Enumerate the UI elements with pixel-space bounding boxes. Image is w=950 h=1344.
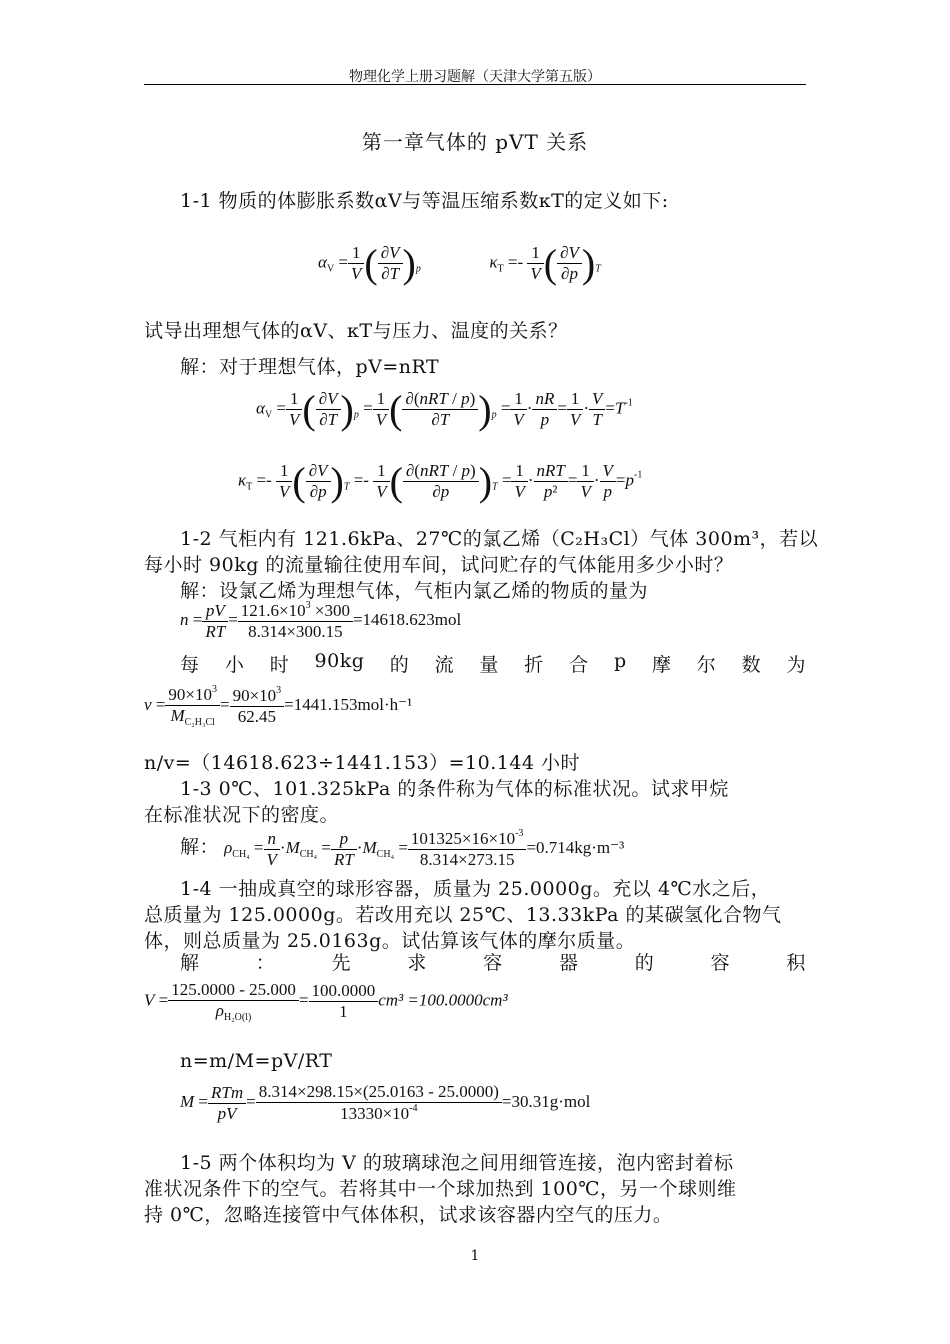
problem-1-4-line-2: 总质量为 125.0000g。若改用充以 25℃、13.33kPa 的某碳氢化合物气 xyxy=(144,904,782,926)
spaced-char: 量 xyxy=(479,654,499,676)
problem-1-1-solution-intro: 解：对于理想气体，pV=nRT xyxy=(180,356,440,378)
problem-1-5-line-2: 准状况条件下的空气。若将其中一个球加热到 100℃，另一个球则维 xyxy=(144,1178,737,1200)
problem-1-4-line-3: 体，则总质量为 25.0163g。试估算该气体的摩尔质量。 xyxy=(144,930,636,952)
problem-1-5-line-3: 持 0℃，忽略连接管中气体体积，试求该容器内空气的压力。 xyxy=(144,1204,673,1226)
spaced-char: 为 xyxy=(786,654,806,676)
problem-1-1-ask: 试导出理想气体的αV、κT与压力、温度的关系？ xyxy=(144,320,568,342)
moles-equation: n = $\frac{pV}{RT}$ = $\frac{121.6\times 10^3 \times 300}{8.314\times 300.15}$ =14618.623mol xyxy=(180,600,462,641)
molar-mass-equation: M = $\frac{\text{RTm}}{pV}$ = $\frac{8.314\times 298.15\times(25.0163 - 25.0000)}{13330\times 10^{-4}}$ =30.31g·mol xyxy=(180,1082,591,1123)
alpha-derivation: $\alpha_V$ = $\frac{1}{V}$ ( $\frac{\partial V}{\partial T}$ )$_p$ = $\frac{1}{V}$ ( $\frac{\text{∂(nRT / p)}}{\partial T}$ )$_p$ = $\frac{1}{V}$ · $\frac{nR}{p}$ = $\frac{1}{V}$ · $\frac{V}{T}$ $=T^{-1}$ xyxy=(256,387,633,432)
molar-mass-result: =30.31g·mol xyxy=(501,1091,591,1111)
problem-1-3-solution-label: 解： xyxy=(180,835,220,858)
flow-rate-equation: v = $\frac{90\times 10^3}{M_{C_2H_3Cl}}$ = $\frac{90\times 10^3}{62.45}$ =1441.153mol·h⁻¹ xyxy=(144,684,413,728)
problem-1-2-line-2: 每小时 90kg 的流量输往使用车间，试问贮存的气体能用多少小时？ xyxy=(144,554,734,576)
problem-1-3-line-2: 在标准状况下的密度。 xyxy=(144,804,340,826)
spaced-char: 数 xyxy=(741,654,762,676)
spaced-char: 每 xyxy=(180,654,200,676)
problem-1-4-line-1: 1-4 一抽成真空的球形容器，质量为 25.0000g。充以 4℃水之后， xyxy=(180,878,771,900)
page-number: 1 xyxy=(470,1248,480,1264)
spaced-char: 解 xyxy=(180,952,200,974)
spaced-char: 90kg xyxy=(314,650,365,672)
spaced-char: 小 xyxy=(224,654,245,676)
problem-1-1-question: 1-1 物质的体膨胀系数αV与等温压缩系数κT的定义如下: xyxy=(180,190,669,212)
running-header: 物理化学上册习题解（天津大学第五版） xyxy=(349,69,601,85)
kappa-derivation: $\kappa_T$ =- $\frac{1}{V}$ ( $\frac{\partial V}{\partial p}$ )$_T$ =- $\frac{1}{V}$ ( $\frac{\text{∂(nRT / p)}}{\partial p}$ )$_T$ = $\frac{1}{V}$ · $\frac{\text{nRT}}{\text{p²}}$ = $\frac{1}{V}$ · $\frac{V}{p}$ $=p^{-1}$ xyxy=(238,459,643,504)
volume-result: cm³ =100.0000cm³ xyxy=(378,990,508,1010)
problem-1-2-result: n/v=（14618.623÷1441.153）=10.144 小时 xyxy=(144,752,581,774)
header-rule xyxy=(144,84,806,85)
volume-equation: V = $\frac{125.0000 - 25.000}{\rho_{H_2O(l)}}$ = $\frac{100.0000}{1}$ cm³ =100.0000cm³ xyxy=(144,980,508,1023)
problem-1-4-spaced-line xyxy=(180,948,806,975)
moles-result: =14618.623mol xyxy=(352,609,462,629)
spaced-char: 求 xyxy=(407,952,427,974)
problem-1-2-spaced-line xyxy=(180,650,806,677)
problem-1-2-line-1: 1-2 气柜内有 121.6kPa、27℃的氯乙烯（C₂H₃Cl）气体 300m³，若以 xyxy=(180,528,819,550)
spaced-char: 折 xyxy=(524,654,544,676)
spaced-char: 器 xyxy=(558,952,579,974)
problem-1-2-solution-intro: 解：设氯乙烯为理想气体，气柜内氯乙烯的物质的量为 xyxy=(180,580,649,602)
density-result: =0.714kg·m⁻³ xyxy=(526,837,625,857)
problem-1-5-line-1: 1-5 两个体积均为 V 的玻璃球泡之间用细管连接，泡内密封着标 xyxy=(180,1152,734,1174)
spaced-char: 的 xyxy=(389,654,410,676)
spaced-char: 容 xyxy=(710,952,731,974)
spaced-char: 先 xyxy=(331,952,352,974)
chapter-title: 第一章气体的 pVT 关系 xyxy=(361,130,589,154)
spaced-char: 合 xyxy=(569,654,589,676)
density-equation: 解： $\rho_{CH_4}$ = $\frac{n}{V}$ $\cdot M_{CH_4}$ = $\frac{p}{RT}$ $\cdot M_{CH_4}$ = $\frac{101325\times 16\times 10^{-3}}{8.314\times 273.15}$ =0.714kg·m⁻³ xyxy=(180,828,625,869)
spaced-char: 尔 xyxy=(696,654,717,676)
problem-1-3-line-1: 1-3 0℃、101.325kPa 的条件称为气体的标准状况。试求甲烷 xyxy=(180,778,729,800)
spaced-char: p xyxy=(613,650,627,672)
spaced-char: 摩 xyxy=(651,654,672,676)
spaced-char: ： xyxy=(255,952,276,974)
definition-equations: $\alpha_V$ = $\frac{1}{V}$ ( $\frac{\partial V}{\partial T}$ )$_p$ $\kappa_T$ =- $\frac{1}{V}$ ( $\frac{\partial V}{\partial p}$ )$_T$ xyxy=(318,241,601,286)
flow-rate-result: =1441.153mol·h⁻¹ xyxy=(284,694,413,714)
spaced-char: 容 xyxy=(483,952,503,974)
spaced-char: 流 xyxy=(434,654,455,676)
molar-relation: n=m/M=pV/RT xyxy=(180,1050,333,1072)
spaced-char: 积 xyxy=(786,952,806,974)
spaced-char: 时 xyxy=(269,654,290,676)
spaced-char: 的 xyxy=(634,952,655,974)
